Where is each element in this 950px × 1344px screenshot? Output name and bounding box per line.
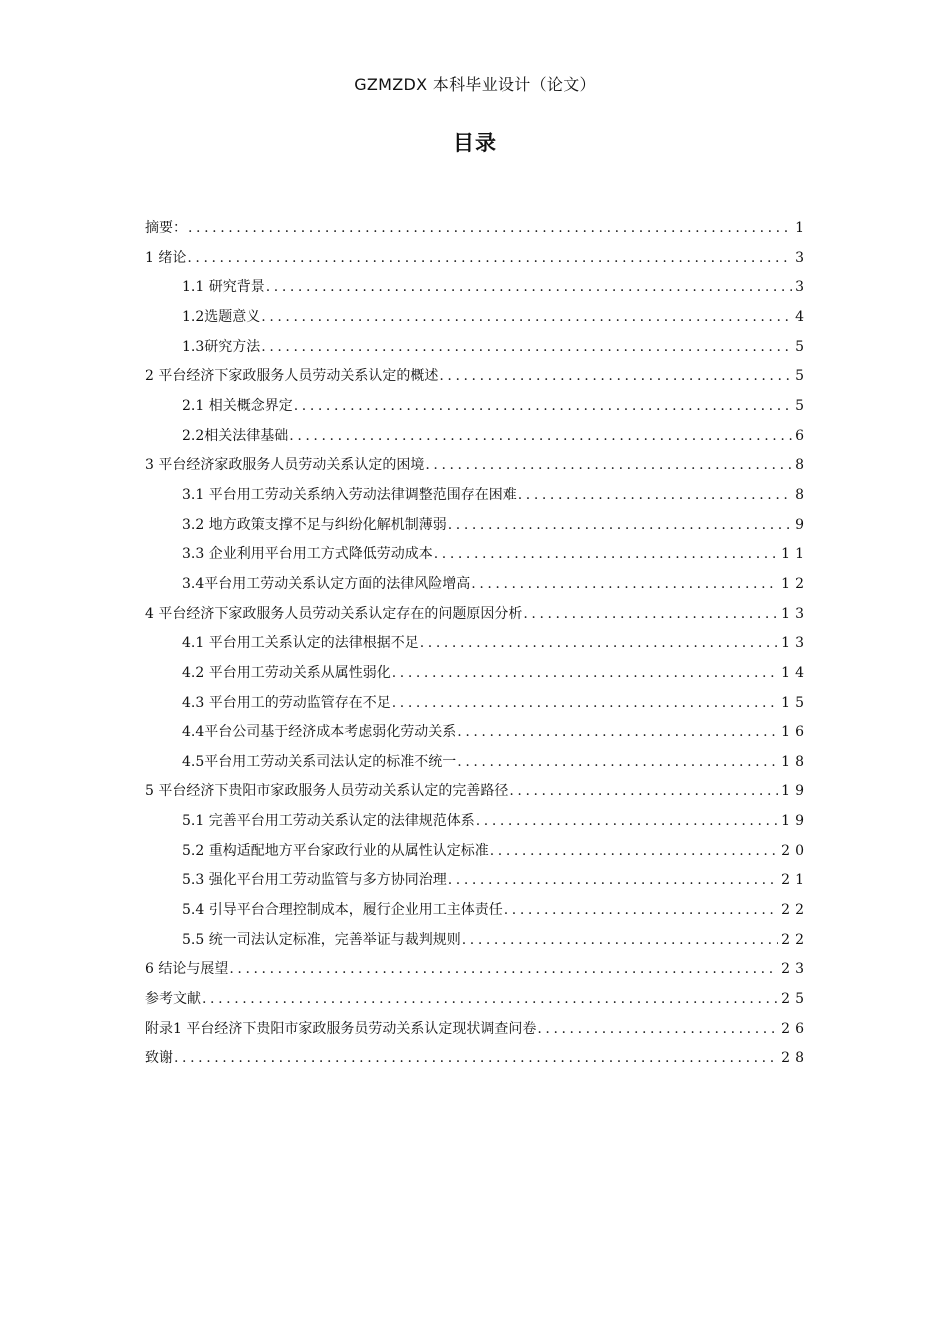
toc-dot-leader [490,837,778,867]
toc-dot-leader [266,273,792,303]
toc-entry-label: 附录1 平台经济下贵阳市家政服务员劳动关系认定现状调查问卷 [145,1020,537,1037]
toc-page-number: 13 [781,635,809,652]
toc-entry[interactable] [145,689,809,719]
toc-page-number: 21 [781,872,809,889]
toc-entry[interactable] [145,985,809,1015]
toc-dot-leader [462,926,778,956]
toc-page-number: 9 [795,516,809,533]
toc-dot-leader [289,422,792,452]
toc-entry[interactable] [145,866,809,896]
toc-page-number: 11 [781,546,809,563]
toc-entry-label: 3.1 平台用工劳动关系纳入劳动法律调整范围存在困难 [182,486,517,503]
toc-page-number: 8 [795,457,809,474]
toc-dot-leader [457,748,778,778]
toc-entry-label: 6 结论与展望 [145,961,229,978]
toc-entry-label: 致谢 [145,1050,173,1067]
toc-entry[interactable] [145,1015,809,1045]
toc-entry[interactable] [145,659,809,689]
toc-dot-leader [523,600,778,630]
toc-entry[interactable] [145,422,809,452]
toc-entry[interactable] [145,362,809,392]
toc-entry[interactable] [145,273,809,303]
toc-entry[interactable] [145,837,809,867]
toc-entry-label: 1.2选题意义 [182,308,261,325]
toc-dot-leader [188,214,792,244]
toc-dot-leader [439,362,792,392]
toc-entry-label: 4.1 平台用工关系认定的法律根据不足 [182,635,419,652]
toc-page-number: 3 [795,279,809,296]
toc-entry-label: 4.3 平台用工的劳动监管存在不足 [182,694,391,711]
toc-entry[interactable] [145,955,809,985]
toc-entry-label: 3 平台经济家政服务人员劳动关系认定的困境 [145,457,425,474]
toc-entry-label: 摘要： [145,220,187,236]
toc-page-number: 4 [795,308,809,325]
toc-page-number: 5 [795,397,809,414]
toc-entry[interactable] [145,748,809,778]
toc-entry-label: 1.1 研究背景 [182,279,265,296]
toc-entry[interactable] [145,540,809,570]
toc-page-number: 23 [781,961,809,978]
toc-entry-label: 5.5 统一司法认定标准，完善举证与裁判规则 [182,931,461,948]
toc-entry[interactable] [145,600,809,630]
toc-dot-leader [425,451,792,481]
toc-entry-label: 4.2 平台用工劳动关系从属性弱化 [182,664,391,681]
toc-page-number: 5 [795,368,809,385]
toc-entry[interactable] [145,392,809,422]
toc-entry[interactable] [145,303,809,333]
toc-dot-leader [187,244,792,274]
toc-dot-leader [504,896,778,926]
toc-entry[interactable] [145,629,809,659]
toc-dot-leader [448,866,778,896]
toc-entry[interactable] [145,1044,809,1074]
toc-page-number: 12 [781,575,809,592]
toc-entry[interactable] [145,896,809,926]
page-title: 目录 [453,131,497,155]
toc-dot-leader [448,511,792,541]
toc-dot-leader [537,1015,778,1045]
toc-dot-leader [420,629,778,659]
toc-page-number: 26 [781,1020,809,1037]
toc-page-number: 22 [781,902,809,919]
toc-entry-label: 5.4 引导平台合理控制成本，履行企业用工主体责任 [182,902,503,919]
toc-page-number: 19 [781,813,809,830]
toc-page-number: 13 [781,605,809,622]
toc-entry-label: 5.1 完善平台用工劳动关系认定的法律规范体系 [182,813,475,830]
toc-entry[interactable] [145,807,809,837]
toc-dot-leader [518,481,792,511]
toc-entry[interactable] [145,244,809,274]
toc-entry-label: 1 绪论 [145,249,187,266]
toc-dot-leader [392,659,778,689]
toc-entry[interactable] [145,214,809,244]
toc-dot-leader [392,689,778,719]
toc-entry-label: 2.1 相关概念界定 [182,397,293,414]
toc-entry-label: 4.5平台用工劳动关系司法认定的标准不统一 [182,753,457,770]
toc-dot-leader [434,540,778,570]
toc-page-number: 3 [795,249,809,266]
toc-page-number: 6 [795,427,809,444]
toc-page-number: 15 [781,694,809,711]
toc-entry-label: 4 平台经济下家政服务人员劳动关系认定存在的问题原因分析 [145,605,523,622]
toc-dot-leader [476,807,778,837]
toc-dot-leader [471,570,778,600]
toc-page-number: 18 [781,753,809,770]
toc-entry[interactable] [145,511,809,541]
toc-dot-leader [174,1044,778,1074]
toc-entry[interactable] [145,926,809,956]
toc-page-number: 16 [781,724,809,741]
toc-dot-leader [457,718,778,748]
toc-dot-leader [509,777,778,807]
toc-entry[interactable] [145,481,809,511]
toc-page-number: 5 [795,338,809,355]
toc-page-number: 14 [781,664,809,681]
toc-page-number: 1 [795,220,809,236]
toc-entry-label: 5.2 重构适配地方平台家政行业的从属性认定标准 [182,842,489,859]
toc-entry-label: 1.3研究方法 [182,338,261,355]
toc-entry-label: 4.4平台公司基于经济成本考虑弱化劳动关系 [182,724,457,741]
toc-entry[interactable] [145,451,809,481]
table-of-contents [145,214,809,1074]
running-header: GZMZDX 本科毕业设计（论文） [354,75,596,94]
toc-page-number: 28 [781,1050,809,1067]
toc-dot-leader [202,985,778,1015]
toc-entry-label: 2.2相关法律基础 [182,427,289,444]
toc-entry-label: 3.3 企业利用平台用工方式降低劳动成本 [182,546,433,563]
toc-page-number: 22 [781,931,809,948]
toc-dot-leader [229,955,778,985]
toc-entry-label: 5.3 强化平台用工劳动监管与多方协同治理 [182,872,447,889]
toc-entry[interactable] [145,570,809,600]
toc-entry[interactable] [145,718,809,748]
toc-page-number: 19 [781,783,809,800]
toc-entry-label: 2 平台经济下家政服务人员劳动关系认定的概述 [145,368,439,385]
toc-entry-label: 5 平台经济下贵阳市家政服务人员劳动关系认定的完善路径 [145,783,509,800]
toc-dot-leader [261,303,792,333]
toc-entry[interactable] [145,333,809,363]
toc-entry[interactable] [145,777,809,807]
toc-dot-leader [294,392,792,422]
toc-entry-label: 参考文献 [145,991,201,1008]
toc-page-number: 25 [781,991,809,1008]
toc-entry-label: 3.4平台用工劳动关系认定方面的法律风险增高 [182,575,471,592]
toc-entry-label: 3.2 地方政策支撑不足与纠纷化解机制薄弱 [182,516,447,533]
toc-page-number: 8 [795,486,809,503]
toc-dot-leader [261,333,792,363]
toc-page-number: 20 [781,842,809,859]
